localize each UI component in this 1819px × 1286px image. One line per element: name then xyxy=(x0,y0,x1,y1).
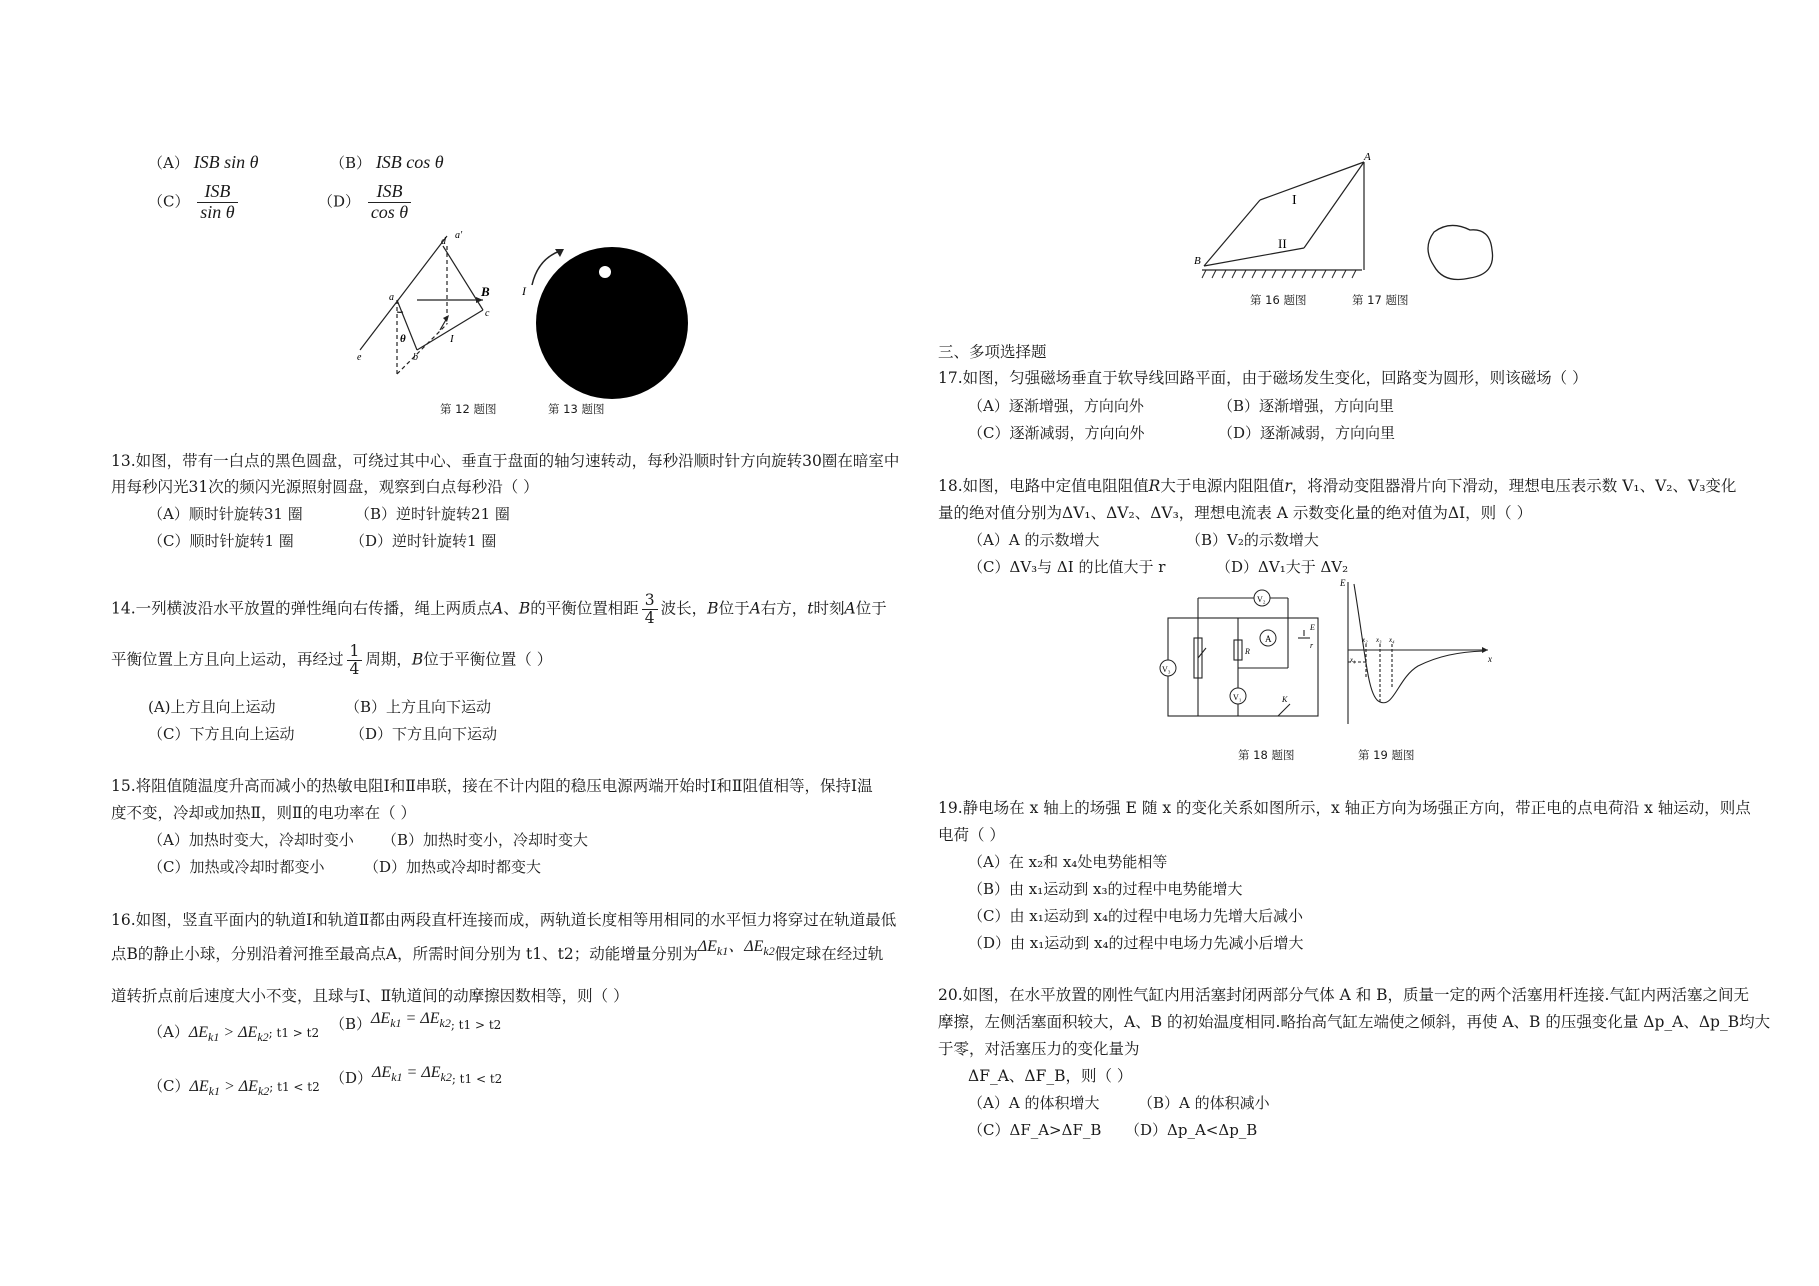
q15-option-b: （B）加热时变小，冷却时变大 xyxy=(382,831,589,849)
q17-stem: 17.如图，匀强磁场垂直于软导线回路平面，由于磁场发生变化，回路变为圆形，则该磁场（ ） xyxy=(938,369,1588,387)
q19-option-a: （A）在 x₂和 x₄处电势能相等 xyxy=(968,853,1168,871)
label-x3: x₃ xyxy=(1376,636,1382,644)
caption-12: 第 12 题图 xyxy=(440,402,497,416)
q18-option-a: （A）A 的示数增大 xyxy=(968,531,1100,549)
switch-K xyxy=(1278,704,1290,716)
q15-option-d: （D）加热或冷却时都变大 xyxy=(364,858,542,876)
q19-stem-line2: 电荷（ ） xyxy=(938,826,1005,844)
q18-option-c: （C）ΔV₃与 ΔI 的比值大于 r xyxy=(968,558,1166,576)
label-B: B xyxy=(481,284,490,299)
field-curve xyxy=(1354,584,1484,703)
label-d: d xyxy=(441,236,446,247)
label-V3: V₃ xyxy=(1162,665,1171,674)
label-b: b xyxy=(413,352,418,363)
q15-option-a: （A）加热时变大，冷却时变小 xyxy=(148,831,354,849)
label-a: a xyxy=(389,292,394,303)
label-K: K xyxy=(1282,695,1288,704)
q12-option-b: （B） ISB cos θ xyxy=(330,152,444,172)
q17-option-a: （A）逐渐增强，方向向外 xyxy=(968,397,1144,415)
label-II: II xyxy=(1278,236,1287,251)
q14-stem-line2: 平衡位置上方且向上运动，再经过 $\frac{1}{4}$ 周期，B位于平衡位置（ ） xyxy=(111,642,553,679)
label-V1: V₁ xyxy=(1233,693,1242,702)
q12-option-c: （C） $\frac{\text{ISB}}{\text{sin θ}}$ xyxy=(148,182,241,223)
q16-option-a: $(A)\Delta E_{k1} > \Delta E_{k2}$; t1 > t2 xyxy=(148,1023,320,1045)
q18-stem-line2: 量的绝对值分别为ΔV₁、ΔV₂、ΔV₃，理想电流表 A 示数变化量的绝对值为ΔI，则（ ） xyxy=(938,504,1533,522)
q17-figure xyxy=(1420,218,1500,288)
label-c: c xyxy=(485,308,490,319)
q13-option-c: （C）顺时针旋转1 圈 xyxy=(148,532,294,550)
q14-option-b: （B）上方且向下运动 xyxy=(345,698,492,716)
label-x4: x₄ xyxy=(1389,636,1395,644)
wire-loop xyxy=(1428,225,1493,279)
label-I: I xyxy=(1292,193,1297,208)
q18-circuit xyxy=(1158,578,1328,728)
label-A: A xyxy=(1364,151,1371,163)
current-arrow-head xyxy=(443,315,449,322)
q13-figure xyxy=(520,245,690,400)
q20-option-a: （A）A 的体积增大 xyxy=(968,1094,1100,1112)
q13-stem-line1: 13.如图，带有一白点的黑色圆盘，可绕过其中心、垂直于盘面的轴匀速转动，每秒沿顺时针方向旋转30圈在暗室中 xyxy=(111,452,900,470)
q20-stem-line4: ΔF_A、ΔF_B，则（ ） xyxy=(968,1067,1133,1085)
q20-stem-line1: 20.如图，在水平放置的刚性气缸内用活塞封闭两部分气体 A 和 B，质量一定的两个活塞用杆连接.气缸内两活塞之间无 xyxy=(938,986,1749,1004)
q20-option-b: （B）A 的体积减小 xyxy=(1138,1094,1270,1112)
q17-option-b: （B）逐渐增强，方向向里 xyxy=(1218,397,1395,415)
q13-option-a: （A）顺时针旋转31 圈 xyxy=(148,505,303,523)
q16-stem-line3: 道转折点前后速度大小不变，且球与Ⅰ、Ⅱ轨道间的动摩擦因数相等，则（ ） xyxy=(111,987,629,1005)
q18-option-d: （D）ΔV₁大于 ΔV₂ xyxy=(1216,558,1349,576)
label-theta: θ xyxy=(400,333,406,345)
label-x1: x₁ xyxy=(1350,656,1356,664)
track-I-upper xyxy=(1260,162,1364,200)
q14-option-a: (A)上方且向上运动 xyxy=(148,698,276,716)
label-R: R xyxy=(1245,647,1250,656)
q17-option-c: （C）逐渐减弱，方向向外 xyxy=(968,424,1145,442)
label-I: I xyxy=(450,333,454,345)
section-3-heading: 三、多项选择题 xyxy=(938,343,1047,361)
q19-stem-line1: 19.静电场在 x 轴上的场强 E 随 x 的变化关系如图所示，x 轴正方向为场强正方向，带正电的点电荷沿 x 轴运动，则点 xyxy=(938,799,1751,817)
label-E: E xyxy=(1310,623,1315,632)
caption-17: 第 17 题图 xyxy=(1352,293,1409,307)
q12-option-a: （A） ISB sin θ xyxy=(148,152,259,172)
q19-option-c: （C）由 x₁运动到 x₄的过程中电场力先增大后减小 xyxy=(968,907,1303,925)
q13-option-d: （D）逆时针旋转1 圈 xyxy=(350,532,497,550)
q19-option-d: （D）由 x₁运动到 x₄的过程中电场力先减小后增大 xyxy=(968,934,1304,952)
track-I-lower xyxy=(1204,200,1260,266)
q16-option-d: $(D)\Delta E_{k1} = \Delta E_{k2}$; t1 < t2 xyxy=(330,1064,503,1087)
label-E: E xyxy=(1340,578,1346,588)
q19-option-b: （B）由 x₁运动到 x₃的过程中电势能增大 xyxy=(968,880,1243,898)
q19-graph xyxy=(1338,578,1498,728)
q16-option-c: $(C)\Delta E_{k1} > \Delta E_{k2}$; t1 < t2 xyxy=(148,1077,320,1099)
q13-stem-line2: 用每秒闪光31次的频闪光源照射圆盘，观察到白点每秒沿（ ） xyxy=(111,478,539,496)
white-dot xyxy=(599,266,611,278)
q18-option-b: （B）V₂的示数增大 xyxy=(1186,531,1319,549)
q20-stem-line3: 于零，对活塞压力的变化量为 xyxy=(938,1040,1140,1058)
q20-option-c: （C）ΔF_A>ΔF_B xyxy=(968,1121,1102,1139)
q12-option-d: （D） $\frac{\text{ISB}}{\text{cos θ}}$ xyxy=(318,182,414,223)
label-x2: x₂ xyxy=(1362,636,1368,644)
label-e: e xyxy=(357,352,362,363)
q20-stem-line2: 摩擦，左侧活塞面积较大，A、B 的初始温度相同.略抬高气缸左端使之倾斜，再使 A、B 的压强变化量 Δp_A、Δp_B均大 xyxy=(938,1013,1771,1031)
q17-option-d: （D）逐渐减弱，方向向里 xyxy=(1218,424,1396,442)
q16-option-b: $(B)\Delta E_{k1} = \Delta E_{k2}$; t1 > t2 xyxy=(330,1010,502,1033)
caption-18: 第 18 题图 xyxy=(1238,748,1295,762)
caption-13: 第 13 题图 xyxy=(548,402,605,416)
label-a-prime: a' xyxy=(455,230,463,241)
label-V2: V₂ xyxy=(1257,595,1266,604)
q14-stem-line1: 14.一列横波沿水平放置的弹性绳向右传播，绳上两质点A、B的平衡位置相距 $\frac{3}{4}$ 波长，B位于A右方，t时刻A位于 xyxy=(111,591,887,628)
q15-stem-line1: 15.将阻值随温度升高而减小的热敏电阻Ⅰ和Ⅱ串联，接在不计内阻的稳压电源两端开始时Ⅰ和Ⅱ阻值相等，保持Ⅰ温 xyxy=(111,777,873,795)
q15-option-c: （C）加热或冷却时都变小 xyxy=(148,858,325,876)
q15-stem-line2: 度不变，冷却或加热Ⅱ，则Ⅱ的电功率在（ ） xyxy=(111,804,416,822)
dash-diag xyxy=(397,324,447,374)
label-I: I xyxy=(522,284,526,298)
q20-option-d: （D）Δp_A<Δp_B xyxy=(1125,1121,1258,1139)
caption-19: 第 19 题图 xyxy=(1358,748,1415,762)
q16-stem-line2: 点B的静止小球，分别沿着河推至最高点A，所需时间分别为 t1、t2；动能增量分别为$\Delta E_{k1}$、$\Delta E_{k2}$假定球在经过轨 xyxy=(111,938,884,963)
x-axis-arrow xyxy=(1482,647,1488,653)
q14-option-c: （C）下方且向上运动 xyxy=(148,725,295,743)
label-B: B xyxy=(1194,255,1201,267)
q16-stem-line1: 16.如图，竖直平面内的轨道Ⅰ和轨道Ⅱ都由两段直杆连接而成，两轨道长度相等用相同的水平恒力将穿过在轨道最低 xyxy=(111,911,897,929)
label-A: A xyxy=(1265,634,1272,644)
q12-figure xyxy=(355,232,495,382)
q13-option-b: （B）逆时针旋转21 圈 xyxy=(355,505,510,523)
label-x: x xyxy=(1488,654,1492,664)
track-II-upper xyxy=(1304,162,1364,248)
caption-16: 第 16 题图 xyxy=(1250,293,1307,307)
track-II-lower xyxy=(1204,248,1304,266)
label-r: r xyxy=(1310,641,1314,650)
q16-figure xyxy=(1192,152,1372,282)
q14-option-d: （D）下方且向下运动 xyxy=(350,725,498,743)
q18-stem-line1: 18.如图，电路中定值电阻阻值R大于电源内阻阻值r，将滑动变阻器滑片向下滑动，理想电压表示数 V₁、V₂、V₃变化 xyxy=(938,477,1737,495)
black-disk xyxy=(536,247,688,399)
